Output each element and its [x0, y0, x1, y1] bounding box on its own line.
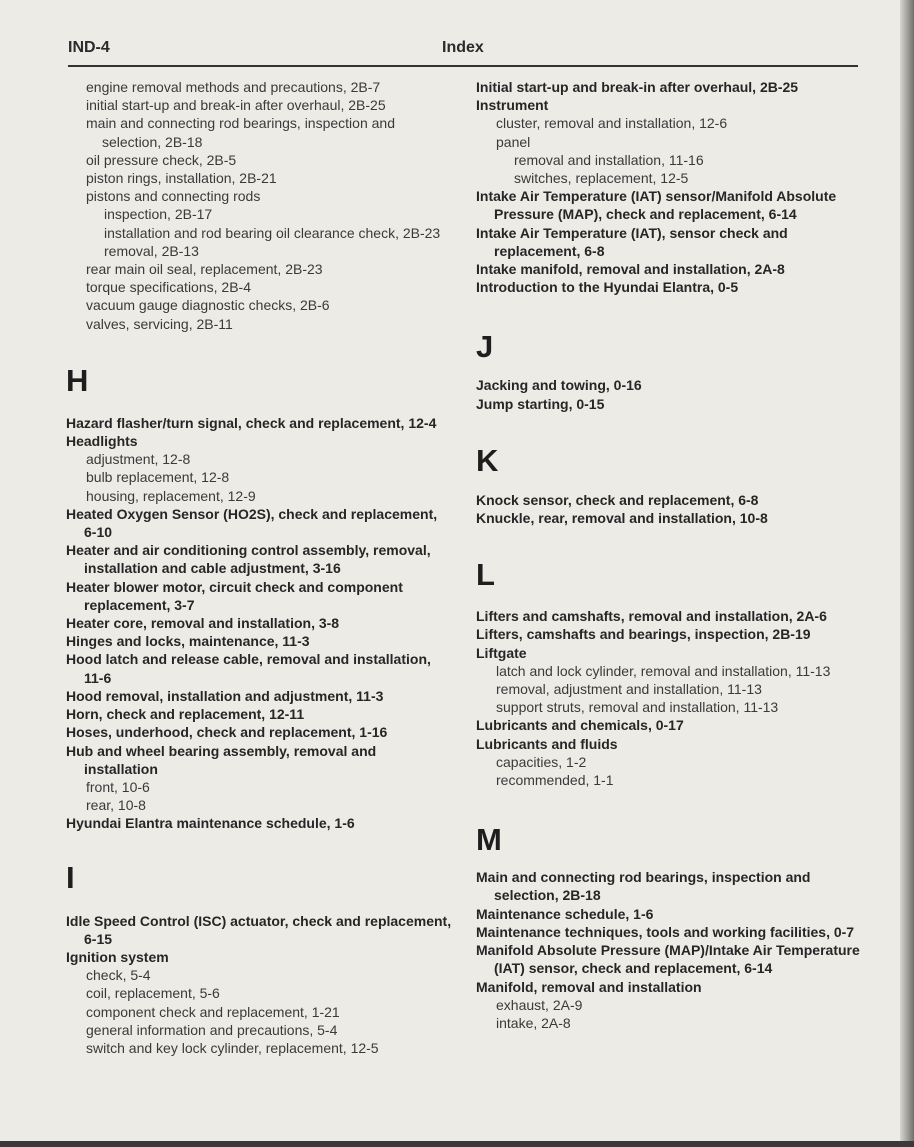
index-entry: Knuckle, rear, removal and installation, 10-8 [476, 510, 768, 527]
index-entry: Maintenance schedule, 1-6 [476, 905, 654, 922]
index-entry: Hoses, underhood, check and replacement, 1-16 [66, 724, 388, 741]
index-subentry: vacuum gauge diagnostic checks, 2B-6 [86, 297, 330, 314]
index-subentry: panel [496, 133, 531, 150]
index-entry: Lifters, camshafts and bearings, inspection, 2B-19 [476, 626, 811, 643]
index-entry: Hazard flasher/turn signal, check and replacement, 12-4 [66, 414, 437, 431]
index-entry: Ignition system [66, 948, 169, 965]
index-entry: Instrument [476, 97, 549, 114]
index-subentry: piston rings, installation, 2B-21 [86, 170, 277, 187]
index-entry: Heater core, removal and installation, 3-8 [66, 615, 340, 632]
index-subentry: coil, replacement, 5-6 [86, 985, 220, 1002]
index-subentry: rear, 10-8 [86, 797, 146, 814]
index-subentry: switch and key lock cylinder, replacement, 12-5 [86, 1039, 379, 1056]
page-header [68, 39, 858, 67]
index-entry: Heated Oxygen Sensor (HO2S), check and replacement, 6-10 [66, 505, 438, 541]
index-entry: Hinges and locks, maintenance, 11-3 [66, 633, 310, 650]
index-entry: Intake manifold, removal and installation, 2A-8 [476, 261, 785, 278]
index-entry: Intake Air Temperature (IAT), sensor check and replacement, 6-8 [476, 224, 788, 259]
index-subentry: exhaust, 2A-9 [496, 996, 583, 1013]
section-letter-j: J [476, 329, 494, 365]
index-subentry: general information and precautions, 5-4 [86, 1021, 338, 1038]
index-entry: Hood latch and release cable, removal and installation, 11-6 [66, 651, 431, 686]
index-subentry: component check and replacement, 1-21 [86, 1003, 340, 1020]
section-letter-l: L [476, 557, 495, 593]
page-number: IND-4 [68, 39, 110, 56]
index-entry: Lifters and camshafts, removal and installation, 2A-6 [476, 608, 827, 625]
index-entry: Idle Speed Control (ISC) actuator, check and replacement, 6-15 [66, 912, 452, 947]
section-letter-m: M [476, 822, 502, 858]
index-subentry: check, 5-4 [86, 967, 151, 984]
index-entry: Liftgate [476, 644, 527, 661]
index-entry: Hood removal, installation and adjustment, 11-3 [66, 687, 384, 704]
index-entry: Hub and wheel bearing assembly, removal and installation [66, 742, 377, 777]
index-entry: Hyundai Elantra maintenance schedule, 1-6 [66, 815, 355, 832]
index-subentry: oil pressure check, 2B-5 [86, 151, 237, 168]
index-subentry: front, 10-6 [86, 778, 150, 795]
index-subentry: rear main oil seal, replacement, 2B-23 [86, 261, 323, 278]
index-entry: Lubricants and chemicals, 0-17 [476, 717, 684, 734]
index-subentry: capacities, 1-2 [496, 753, 587, 770]
index-entry: Headlights [66, 433, 138, 450]
index-subentry: adjustment, 12-8 [86, 451, 191, 468]
index-entry: Initial start-up and break-in after overhaul, 2B-25 [476, 79, 799, 95]
index-column-right [476, 78, 861, 1032]
index-subentry: initial start-up and break-in after overhaul, 2B-25 [86, 97, 386, 114]
index-subentry: removal, adjustment and installation, 11-13 [496, 681, 762, 698]
index-entry: Jacking and towing, 0-16 [476, 377, 642, 394]
index-subentry: recommended, 1-1 [496, 772, 614, 789]
index-subentry: intake, 2A-8 [496, 1014, 571, 1031]
page-title: Index [442, 39, 484, 56]
index-entry: Heater and air conditioning control assembly, removal, installation and cable adjustment, 3-16 [66, 542, 431, 577]
index-entry: Horn, check and replacement, 12-11 [66, 706, 305, 723]
index-entry: Manifold Absolute Pressure (MAP)/Intake Air Temperature (IAT) sensor, check and replacement, 6-14 [476, 942, 860, 977]
page-edge [900, 0, 914, 1147]
index-subentry: main and connecting rod bearings, inspection and selection, 2B-18 [86, 115, 395, 150]
index-entry: Knock sensor, check and replacement, 6-8 [476, 491, 759, 508]
index-subentry: bulb replacement, 12-8 [86, 469, 230, 486]
index-subentry: torque specifications, 2B-4 [86, 279, 251, 296]
section-letter-h: H [66, 362, 89, 398]
index-entry: Lubricants and fluids [476, 735, 618, 752]
index-entry: Intake Air Temperature (IAT) sensor/Manifold Absolute Pressure (MAP), check and replacement, 6-14 [476, 188, 837, 223]
index-subentry: removal and installation, 11-16 [514, 151, 704, 168]
index-subentry: switches, replacement, 12-5 [514, 170, 689, 187]
index-entry: Jump starting, 0-15 [476, 395, 605, 412]
index-subentry: housing, replacement, 12-9 [86, 487, 256, 504]
index-subentry: installation and rod bearing oil clearance check, 2B-23 [104, 224, 441, 241]
section-letter-k: K [476, 442, 499, 478]
index-subentry: valves, servicing, 2B-11 [86, 315, 233, 332]
index-subentry: removal, 2B-13 [104, 242, 199, 259]
index-entry: Manifold, removal and installation [476, 978, 702, 995]
index-subentry: inspection, 2B-17 [104, 206, 213, 223]
section-letter-i: I [66, 859, 75, 895]
index-subentry: latch and lock cylinder, removal and installation, 11-13 [496, 662, 831, 679]
index-subentry: engine removal methods and precautions, 2B-7 [86, 79, 381, 95]
index-entry: Introduction to the Hyundai Elantra, 0-5 [476, 279, 739, 296]
index-subentry: cluster, removal and installation, 12-6 [496, 115, 728, 132]
index-column-left [66, 78, 452, 1057]
index-entry: Maintenance techniques, tools and working facilities, 0-7 [476, 923, 855, 940]
index-subentry: pistons and connecting rods [86, 188, 261, 205]
index-subentry: support struts, removal and installation, 11-13 [496, 699, 779, 716]
index-entry: Main and connecting rod bearings, inspection and selection, 2B-18 [476, 869, 811, 904]
page-bottom-edge [0, 1141, 914, 1147]
index-entry: Heater blower motor, circuit check and component replacement, 3-7 [66, 578, 403, 613]
